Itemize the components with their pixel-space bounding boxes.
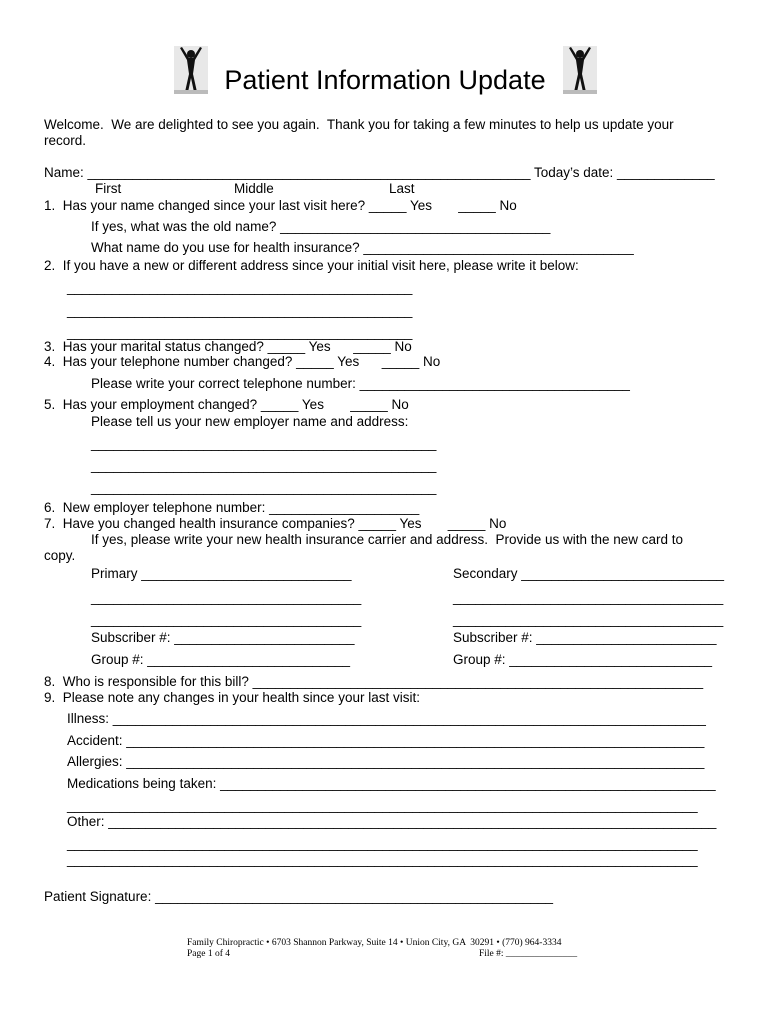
primary-insurance-field[interactable]: Primary ____________________________ bbox=[91, 566, 352, 581]
question-marital-status[interactable]: 3. Has your marital status changed? _____ Yes _____ No bbox=[44, 339, 412, 354]
old-name-field[interactable]: If yes, what was the old name? ____________________________________ bbox=[91, 219, 551, 234]
name-middle-label: Middle bbox=[234, 181, 274, 196]
question-insurance-changed[interactable]: 7. Have you changed health insurance companies? _____ Yes _____ No bbox=[44, 516, 507, 531]
primary-insurance-line[interactable]: ____________________________________ bbox=[91, 612, 362, 627]
address-line[interactable]: ______________________________________________ bbox=[67, 303, 413, 318]
question-health-changes: 9. Please note any changes in your health since your last visit: bbox=[44, 690, 420, 705]
footer-page-number: Page 1 of 4 bbox=[187, 949, 231, 959]
intro-text: Welcome. We are delighted to see you again. Thank you for taking a few minutes to help us update your bbox=[44, 117, 674, 132]
insurance-carrier-text: If yes, please write your new health insurance carrier and address. Provide us with the new card to bbox=[91, 532, 684, 547]
question-responsible[interactable]: 8. Who is responsible for this bill? ____________________________________________________________ bbox=[44, 674, 704, 689]
question-address: 2. If you have a new or different address since your initial visit here, please write it below: bbox=[44, 258, 579, 273]
page-title: Patient Information Update bbox=[224, 65, 546, 95]
health-extra-line[interactable]: ____________________________________________________________________________________ bbox=[67, 798, 698, 813]
illness-field[interactable]: Illness: _______________________________________________________________________________ bbox=[67, 711, 706, 726]
employer-line[interactable]: ______________________________________________ bbox=[91, 480, 437, 495]
allergies-field[interactable]: Allergies: _____________________________________________________________________________ bbox=[67, 754, 705, 769]
primary-insurance-line[interactable]: ____________________________________ bbox=[91, 590, 362, 605]
medications-field[interactable]: Medications being taken: __________________________________________________________________ bbox=[67, 776, 716, 791]
secondary-insurance-line[interactable]: ____________________________________ bbox=[453, 612, 724, 627]
footer-file-number: File #: _______________ bbox=[479, 949, 578, 959]
accident-field[interactable]: Accident: _____________________________________________________________________________ bbox=[67, 733, 705, 748]
health-extra-line[interactable]: ____________________________________________________________________________________ bbox=[67, 852, 698, 867]
question-employer-phone[interactable]: 6. New employer telephone number: ____________________ bbox=[44, 500, 420, 515]
intro-text: record. bbox=[44, 133, 87, 148]
primary-group-field[interactable]: Group #: ___________________________ bbox=[91, 652, 350, 667]
question-telephone[interactable]: 4. Has your telephone number changed? _____ Yes _____ No bbox=[44, 354, 441, 369]
employer-line[interactable]: ______________________________________________ bbox=[91, 458, 437, 473]
insurance-carrier-text: copy. bbox=[44, 548, 76, 563]
insurance-name-field[interactable]: What name do you use for health insurance? ____________________________________ bbox=[91, 240, 634, 255]
secondary-subscriber-field[interactable]: Subscriber #: ________________________ bbox=[453, 630, 717, 645]
address-line[interactable]: ______________________________________________ bbox=[67, 280, 413, 295]
secondary-group-field[interactable]: Group #: ___________________________ bbox=[453, 652, 712, 667]
employer-line[interactable]: ______________________________________________ bbox=[91, 436, 437, 451]
question-employment[interactable]: 5. Has your employment changed? _____ Yes _____ No bbox=[44, 397, 409, 412]
other-field[interactable]: Other: _________________________________________________________________________________ bbox=[67, 814, 717, 829]
name-last-label: Last bbox=[389, 181, 415, 196]
health-extra-line[interactable]: ____________________________________________________________________________________ bbox=[67, 836, 698, 851]
address-line[interactable]: ______________________________________________ bbox=[67, 325, 413, 340]
secondary-insurance-line[interactable]: ____________________________________ bbox=[453, 590, 724, 605]
secondary-insurance-field[interactable]: Secondary ___________________________ bbox=[453, 566, 725, 581]
signature-field[interactable]: Patient Signature: _____________________________________________________ bbox=[44, 889, 553, 904]
name-first-label: First bbox=[95, 181, 122, 196]
primary-subscriber-field[interactable]: Subscriber #: ________________________ bbox=[91, 630, 355, 645]
footer-address: Family Chiropractic • 6703 Shannon Parkway, Suite 14 • Union City, GA 30291 • (770) 964-3334 bbox=[187, 938, 562, 948]
name-field[interactable]: Name: ___________________________________________________________ Today’s date: _____________ bbox=[44, 165, 715, 180]
question-name-changed[interactable]: 1. Has your name changed since your last visit here? _____ Yes _____ No bbox=[44, 198, 517, 213]
employer-label: Please tell us your new employer name and address: bbox=[91, 414, 409, 429]
telephone-field[interactable]: Please write your correct telephone number: ____________________________________ bbox=[91, 376, 630, 391]
